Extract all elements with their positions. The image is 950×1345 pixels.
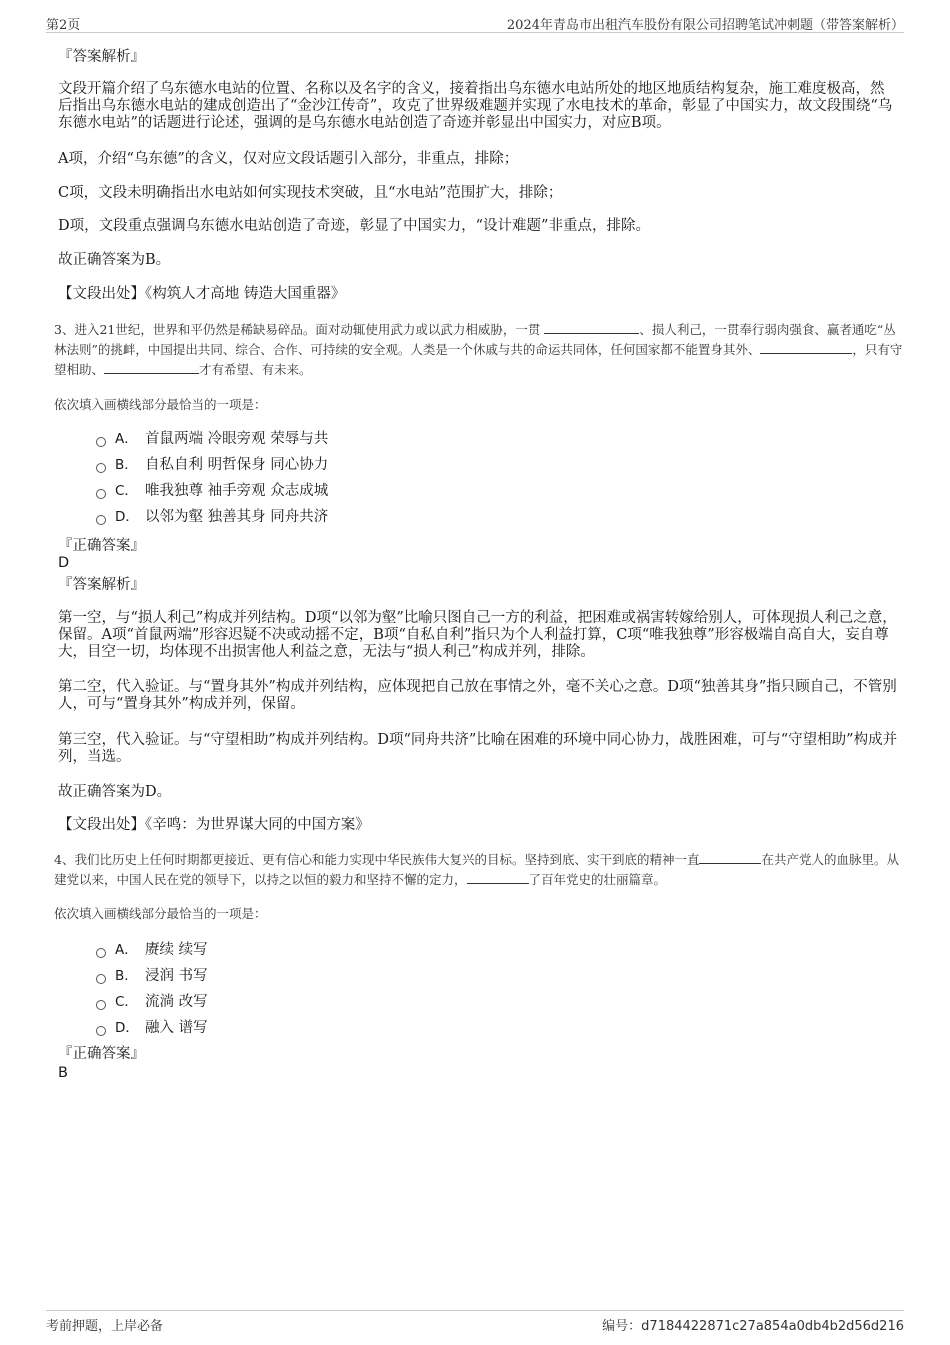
- answer-blank: [104, 361, 199, 374]
- footer-slogan: 考前押题，上岸必备: [46, 1319, 164, 1334]
- passage-source: 【文段出处】《辛鸣：为世界谋大同的中国方案》: [58, 817, 370, 833]
- analysis-paragraph: 文段开篇介绍了乌东德水电站的位置、名称以及名字的含义，接着指出乌东德水电站所处的地区地质结构复杂，施工难度极高，然后指出乌东德水电站的建成创造出了“金沙江传奇”，攻克了世界级难题并实现了水电技术的革命，彰显了中国实力，故文段围绕“乌东德水电站”的话题进行论述，强调的是乌东德水电站创造了奇迹并彰显出中国实力，对应B项。: [58, 81, 893, 131]
- document-code: 编号：d7184422871c27a854a0db4b2d56d216: [602, 1319, 904, 1334]
- analysis-paragraph: A项，介绍“乌东德”的含义，仅对应文段话题引入部分，非重点，排除；: [58, 151, 519, 167]
- page-header: [46, 14, 904, 33]
- answer-blank: [467, 871, 529, 884]
- analysis-heading: 『答案解析』: [58, 49, 145, 65]
- correct-answer-heading: 『正确答案』: [58, 538, 145, 554]
- radio-icon[interactable]: [96, 489, 106, 499]
- correct-answer: B: [58, 1065, 68, 1081]
- radio-icon[interactable]: [96, 515, 106, 525]
- option-a[interactable]: A． 赓续 续写: [96, 941, 208, 959]
- correct-answer: D: [58, 555, 70, 571]
- question-instruction: 依次填入画横线部分最恰当的一项是：: [54, 397, 267, 412]
- radio-icon[interactable]: [96, 948, 106, 958]
- page-number: 第2页: [46, 18, 81, 33]
- radio-icon[interactable]: [96, 463, 106, 473]
- option-c[interactable]: C． 流淌 改写: [96, 993, 208, 1011]
- radio-icon[interactable]: [96, 974, 106, 984]
- radio-icon[interactable]: [96, 1000, 106, 1010]
- analysis-paragraph: D项，文段重点强调乌东德水电站创造了奇迹，彰显了中国实力，“设计难题”非重点，排除。: [58, 218, 650, 234]
- option-a[interactable]: A． 首鼠两端 冷眼旁观 荣辱与共: [96, 430, 328, 448]
- analysis-paragraph: 第三空，代入验证。与“守望相助”构成并列结构。D项“同舟共济”比喻在困难的环境中同心协力，战胜困难，可与“守望相助”构成并列，当选。: [58, 732, 898, 765]
- analysis-paragraph: C项，文段未明确指出水电站如何实现技术突破，且“水电站”范围扩大，排除；: [58, 185, 563, 201]
- analysis-heading: 『答案解析』: [58, 577, 145, 593]
- correct-answer-heading: 『正确答案』: [58, 1046, 145, 1062]
- answer-conclusion: 故正确答案为D。: [58, 784, 172, 800]
- radio-icon[interactable]: [96, 437, 106, 447]
- passage-source: 【文段出处】《构筑人才高地 铸造大国重器》: [58, 286, 346, 302]
- document-title: 2024年青岛市出租汽车股份有限公司招聘笔试冲刺题（带答案解析）: [506, 18, 904, 33]
- radio-icon[interactable]: [96, 1026, 106, 1036]
- option-b[interactable]: B． 自私自利 明哲保身 同心协力: [96, 456, 328, 474]
- answer-conclusion: 故正确答案为B。: [58, 252, 171, 268]
- question-stem: 4、我们比历史上任何时期都更接近、更有信心和能力实现中华民族伟大复兴的目标。坚持到底、实干到底的精神一直 在共产党人的血脉里。从建党以来，中国人民在党的领导下，以持之以恒的毅力和坚持不懈的定力， 了百年党史的壮丽篇章。: [54, 852, 899, 887]
- option-d[interactable]: D． 融入 谱写: [96, 1019, 208, 1037]
- option-b[interactable]: B． 浸润 书写: [96, 967, 208, 985]
- analysis-paragraph: 第二空，代入验证。与“置身其外”构成并列结构，应体现把自己放在事情之外，毫不关心之意。D项“独善其身”指只顾自己，不管别人，可与“置身其外”构成并列，保留。: [58, 679, 897, 712]
- analysis-paragraph: 第一空，与“损人利己”构成并列结构。D项“以邻为壑”比喻只图自己一方的利益，把困难或祸害转嫁给别人，可体现损人利己之意，保留。A项“首鼠两端”形容迟疑不决或动摇不定，B项“自私自利”指只为个人利益打算，C项“唯我独尊”形容极端自高自大，妄自尊大，目空一切，均体现不出损害他人利益之意，无法与“损人利己”构成并列，排除。: [58, 610, 897, 660]
- option-d[interactable]: D． 以邻为壑 独善其身 同舟共济: [96, 508, 328, 526]
- answer-blank: [699, 851, 761, 864]
- option-c[interactable]: C． 唯我独尊 袖手旁观 众志成城: [96, 482, 328, 500]
- answer-blank: [760, 341, 852, 354]
- question-stem: 3、进入21世纪，世界和平仍然是稀缺易碎品。面对动辄使用武力或以武力相威胁，一贯 、损人利己，一贯奉行弱肉强食、赢者通吃“丛林法则”的挑衅，中国提出共同、综合、合作、可持续的安全观。人类是一个休戚与共的命运共同体，任何国家都不能置身其外、 ，只有守望相助、 才有希望、有未来。: [54, 322, 903, 377]
- question-instruction: 依次填入画横线部分最恰当的一项是：: [54, 906, 267, 921]
- page-footer: [46, 1310, 904, 1333]
- answer-blank: [544, 321, 639, 334]
